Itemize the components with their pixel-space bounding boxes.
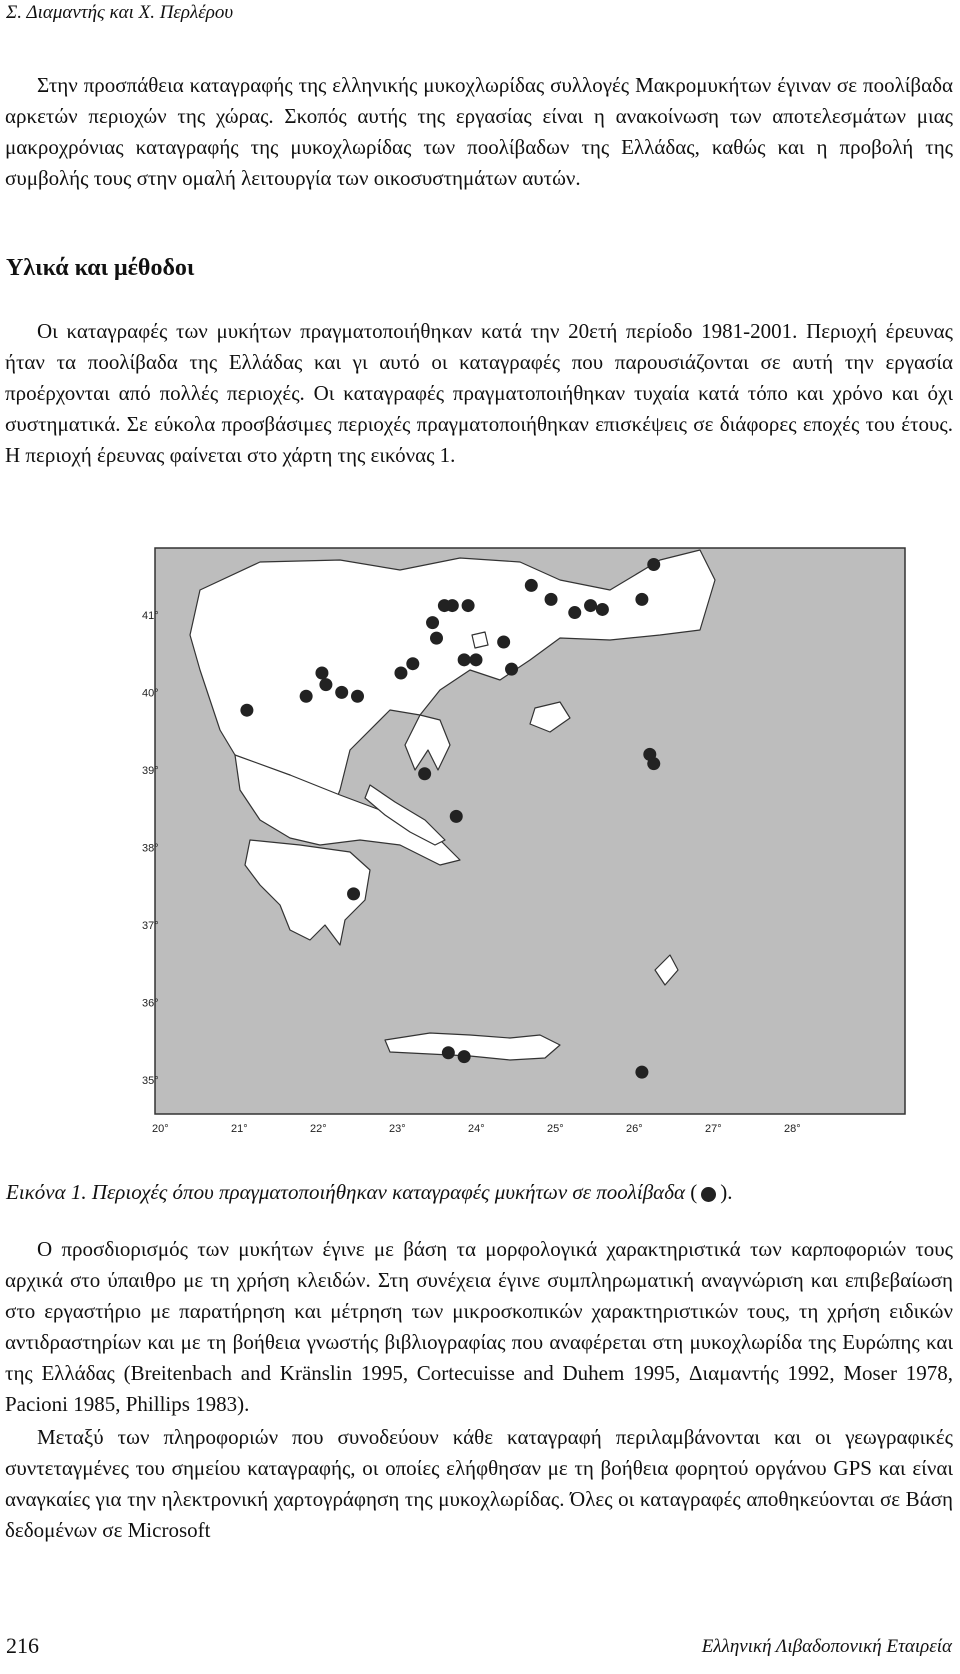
site-marker	[450, 810, 463, 823]
caption-close: ).	[720, 1180, 733, 1204]
site-marker	[347, 887, 360, 900]
lon-label: 26°	[626, 1123, 643, 1135]
lon-label: 23°	[389, 1123, 406, 1135]
methods-text: Οι καταγραφές των μυκήτων πραγματοποιήθηκαν κατά την 20ετή περίοδο 1981-2001. Περιοχή έρευνας ήταν τα ποολίβαδα της Ελλάδας και γι αυτό οι καταγραφές που παρουσιάζονται σε αυτή την εργασία προέρχονται από πολλές περιοχές. Οι καταγραφές πραγματοποιήθηκαν τυχαία κατά τόπο και χρόνο και όχι συστηματικά. Σε εύκολα προσβάσιμες περιοχές πραγματοποιήθηκαν επισκέψεις σε διάφορες εποχές του έτους. Η περιοχή έρευνας φαίνεται στο χάρτη της εικόνας 1.	[5, 319, 953, 467]
lat-label: 41°	[142, 609, 159, 622]
site-marker	[446, 599, 459, 612]
site-marker	[442, 1046, 455, 1059]
lon-label: 20°	[152, 1123, 169, 1135]
site-marker	[351, 690, 364, 703]
caption-open: (	[690, 1180, 698, 1204]
site-marker	[505, 663, 518, 676]
lat-label: 37°	[142, 919, 159, 932]
site-marker	[430, 632, 443, 645]
site-marker	[568, 606, 581, 619]
site-marker	[335, 686, 348, 699]
identification-text: Ο προσδιορισμός των μυκήτων έγινε με βάση τα μορφολογικά χαρακτηριστικά των καρποφοριών τους αρχικά στο ύπαιθρο με τη χρήση κλειδών. Στη συνέχεια έγινε συμπληρωματική αναγνώριση και επιβεβαίωση στο εργαστήριο με παρατήρηση και μέτρηση των μικροσκοπικών χαρακτηριστικών τους, τη χρήση ειδικών αντιδραστηρίων και με τη βοήθεια γνωστής βιβλιογραφίας που αναφέρεται στη μυκοχλωρίδα της Ευρώπης και της Ελλάδας (Breitenbach and Kränslin 1995, Cortecuisse and Duhem 1995, Διαμαντής 1992, Moser 1978, Pacioni 1985, Phillips 1983).	[5, 1237, 953, 1416]
site-marker	[470, 653, 483, 666]
site-marker	[406, 657, 419, 670]
site-marker	[458, 1050, 471, 1063]
site-marker	[635, 1066, 648, 1079]
gps-paragraph	[5, 1422, 953, 1546]
site-marker	[647, 757, 660, 770]
site-marker	[635, 593, 648, 606]
intro-text: Στην προσπάθεια καταγραφής της ελληνικής μυκοχλωρίδας συλλογές Μακρομυκήτων έγιναν σε ποολίβαδα αρκετών περιοχών της χώρας. Σκοπός αυτής της εργασίας είναι η ανακοίνωση των αποτελεσμάτων μιας μακροχρόνιας καταγραφής της μυκοχλωρίδας των ποολίβαδων της Ελλάδας, καθώς και η προβολή της συμβολής τους στην ομαλή λειτουργία των οικοσυστημάτων αυτών.	[5, 73, 953, 190]
site-marker	[462, 599, 475, 612]
site-marker	[300, 690, 313, 703]
site-marker	[584, 599, 597, 612]
site-marker	[315, 667, 328, 680]
site-marker	[647, 558, 660, 571]
identification-paragraph	[5, 1234, 953, 1420]
lon-label: 24°	[468, 1123, 485, 1135]
site-marker	[596, 603, 609, 616]
lat-label: 36°	[142, 997, 159, 1010]
site-marker	[458, 653, 471, 666]
site-marker	[319, 678, 332, 691]
intro-paragraph	[5, 70, 953, 194]
legend-dot-icon	[701, 1187, 716, 1202]
publisher-footer: Ελληνική Λιβαδοπονική Εταιρεία	[701, 1636, 952, 1657]
lon-label: 21°	[231, 1123, 248, 1135]
lon-label: 27°	[705, 1123, 722, 1135]
lat-label: 38°	[142, 842, 159, 855]
caption-text: Εικόνα 1. Περιοχές όπου πραγματοποιήθηκαν καταγραφές μυκήτων σε ποολίβαδα	[6, 1180, 685, 1204]
lon-label: 25°	[547, 1123, 564, 1135]
section-heading: Υλικά και μέθοδοι	[6, 255, 195, 281]
lat-label: 40°	[142, 687, 159, 700]
lon-label: 22°	[310, 1123, 327, 1135]
page-number: 216	[6, 1633, 39, 1658]
site-marker	[426, 616, 439, 629]
lat-label: 39°	[142, 764, 159, 777]
thasos	[472, 632, 488, 648]
site-marker	[394, 667, 407, 680]
greece-map-figure	[140, 540, 910, 1152]
lat-label: 35°	[142, 1074, 159, 1087]
site-marker	[525, 579, 538, 592]
figure-caption	[6, 1180, 733, 1205]
site-marker	[418, 767, 431, 780]
methods-paragraph	[5, 316, 953, 471]
site-marker	[545, 593, 558, 606]
site-marker	[240, 704, 253, 717]
gps-text: Μεταξύ των πληροφοριών που συνοδεύουν κάθε καταγραφή περιλαμβάνονται και οι γεωγραφικές συντεταγμένες του σημείου καταγραφής, οι οποίες ελήφθησαν με τη βοήθεια φορητού οργάνου GPS και είναι αναγκαίες για την ηλεκτρονική χαρτογράφηση της μυκοχλωρίδας. Όλες οι καταγραφές αποθηκεύονται σε Βάση δεδομένων σε Microsoft	[5, 1425, 953, 1542]
site-marker	[497, 636, 510, 649]
running-header-authors: Σ. Διαμαντής και Χ. Περλέρου	[6, 2, 234, 23]
lon-label: 28°	[784, 1123, 801, 1135]
